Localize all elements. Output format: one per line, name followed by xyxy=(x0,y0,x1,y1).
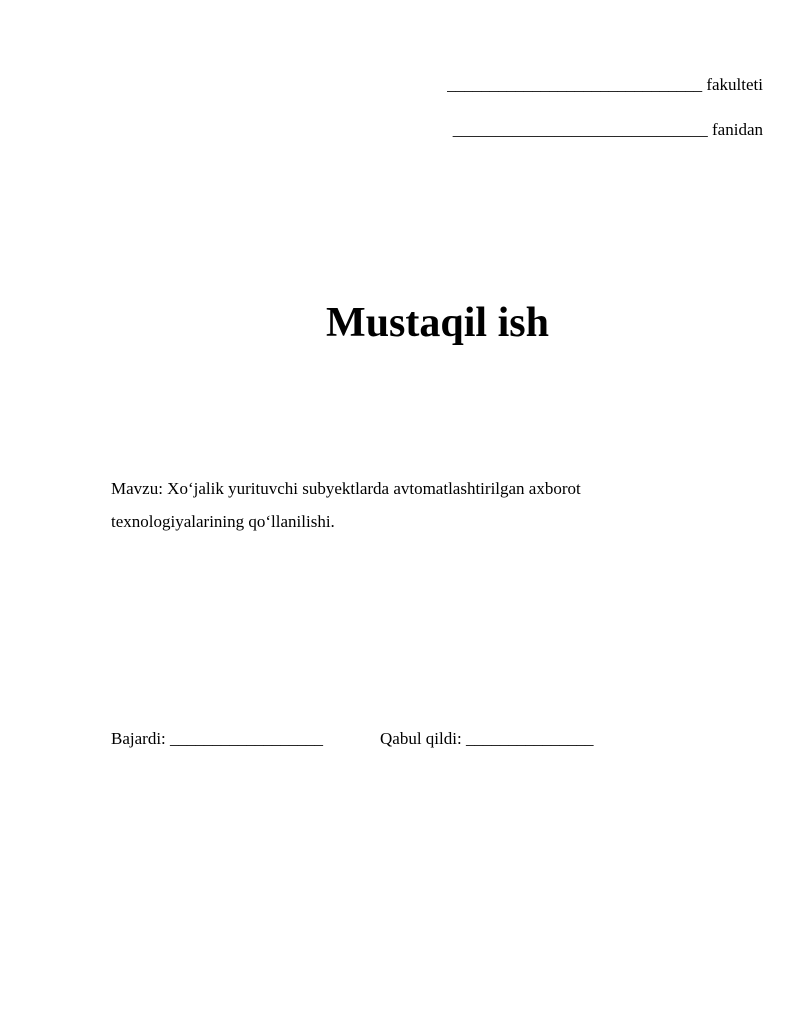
accepter-signature-line: Qabul qildi: _______________ xyxy=(380,729,594,748)
faculty-line: ______________________________ fakulteti xyxy=(447,75,763,94)
performer-signature-line: Bajardi: __________________ xyxy=(111,729,324,748)
subject-line: ______________________________ fanidan xyxy=(452,120,763,139)
document-title: Mustaqil ish xyxy=(326,300,549,346)
signature-block xyxy=(111,728,594,816)
topic-text: Mavzu: Xo‘jalik yurituvchi subyektlarda avtomatlashtirilgan axborot texnologiyalarining qo‘llanilishi. xyxy=(111,479,581,531)
